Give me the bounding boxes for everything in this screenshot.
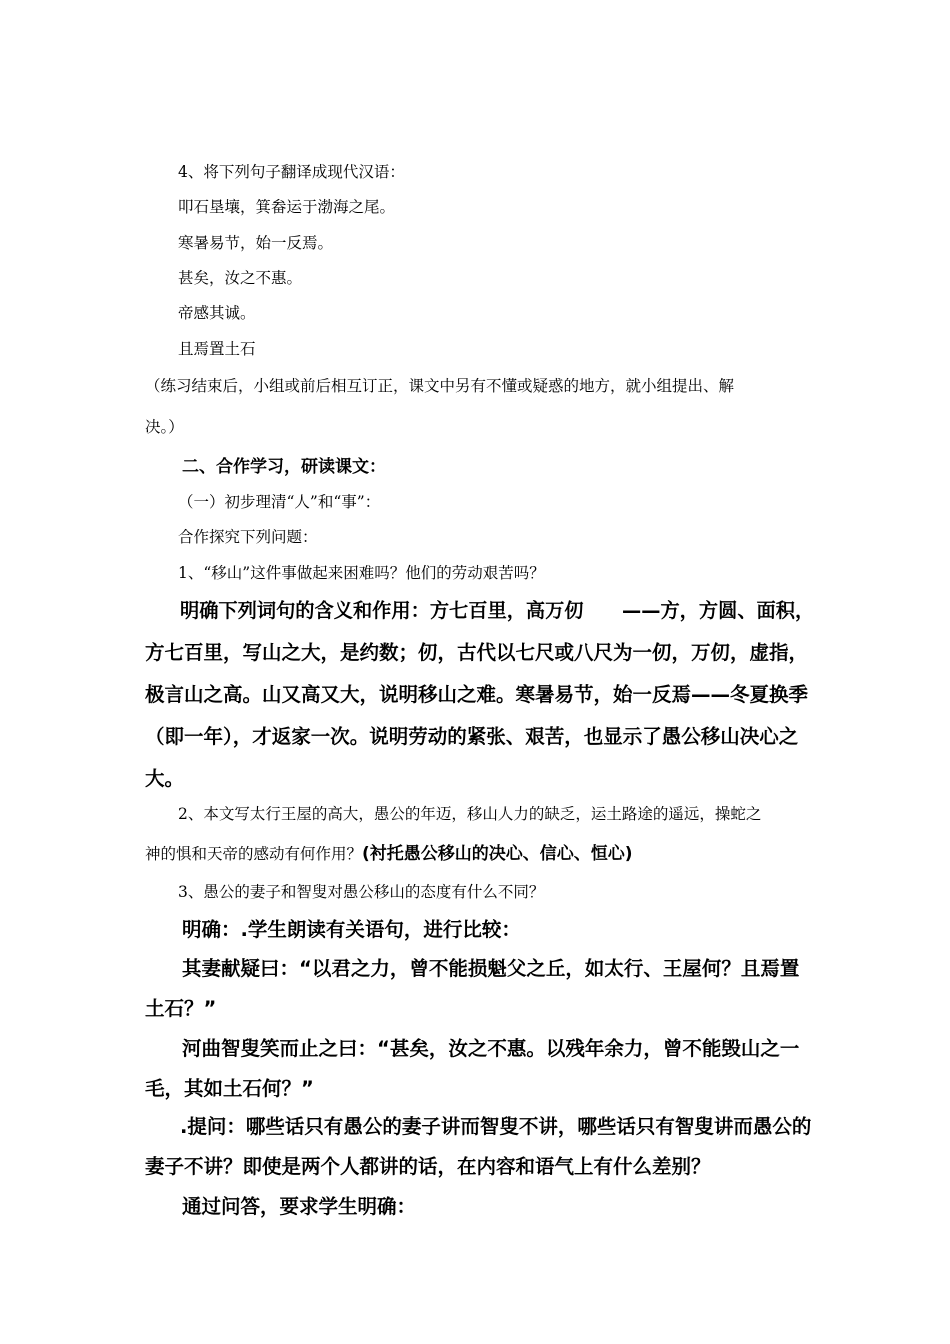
explore-prompt: 合作探究下列问题： bbox=[178, 528, 318, 546]
question-2-line-2 bbox=[145, 846, 633, 863]
answer-1-line-2: 方七百里，写山之大，是约数；仞，古代以七尺或八尺为一仞，万仞，虚指， bbox=[145, 641, 809, 664]
question-1: 1、“移山”这件事做起来困难吗？他们的劳动艰苦吗？ bbox=[178, 564, 545, 582]
q4-sentence-4: 帝感其诚。 bbox=[178, 304, 256, 322]
zhisou-quote-line-1: 河曲智叟笑而止之曰：“甚矣，汝之不惠。以残年余力，曾不能毁山之一 bbox=[182, 1037, 800, 1060]
q4-title: 4、将下列句子翻译成现代汉语： bbox=[178, 163, 405, 181]
subsection-1-heading: （一）初步理清“人”和“事”： bbox=[178, 493, 381, 511]
practice-note-line-2: 决。） bbox=[145, 418, 184, 436]
answer-1-line-1: 明确下列词句的含义和作用：方七百里，高万仞 ——方，方圆、面积， bbox=[180, 599, 815, 622]
q4-sentence-3: 甚矣，汝之不惠。 bbox=[178, 269, 303, 287]
q4-sentence-5: 且焉置土石 bbox=[178, 340, 256, 358]
question-2-line-1: 2、本文写太行王屋的高大，愚公的年迈，移山人力的缺乏，运土路途的遥远，操蛇之 bbox=[178, 805, 762, 823]
conclusion-intro: 通过问答，要求学生明确： bbox=[182, 1195, 417, 1218]
answer-3-intro: 明确：.学生朗读有关语句，进行比较： bbox=[182, 918, 521, 941]
answer-1-line-5: 大。 bbox=[145, 767, 185, 790]
wife-quote-line-1: 其妻献疑曰：“以君之力，曾不能损魁父之丘，如太行、王屋何？且焉置 bbox=[182, 957, 800, 980]
answer-1-line-3: 极言山之高。山又高又大，说明移山之难。寒暑易节，始一反焉——冬夏换季 bbox=[145, 683, 809, 706]
zhisou-quote-line-2: 毛，其如土石何？” bbox=[145, 1077, 314, 1100]
q4-sentence-2: 寒暑易节，始一反焉。 bbox=[178, 234, 334, 252]
question-2-answer: (衬托愚公移山的决心、信心、恒心) bbox=[362, 844, 633, 864]
answer-1-line-4: （即一年），才返家一次。说明劳动的紧张、艰苦，也显示了愚公移山决心之 bbox=[145, 725, 799, 748]
question-2-text: 神的惧和天帝的感动有何作用？ bbox=[145, 845, 363, 863]
discussion-question-line-2: 妻子不讲？即使是两个人都讲的话，在内容和语气上有什么差别？ bbox=[145, 1155, 711, 1178]
section-2-heading: 二、合作学习，研读课文： bbox=[182, 457, 386, 477]
discussion-question-line-1: .提问：哪些话只有愚公的妻子讲而智叟不讲，哪些话只有智叟讲而愚公的 bbox=[180, 1115, 812, 1138]
q4-sentence-1: 叩石垦壤，箕畚运于渤海之尾。 bbox=[178, 198, 396, 216]
practice-note-line-1: （练习结束后，小组或前后相互订正，课文中另有不懂或疑惑的地方，就小组提出、解 bbox=[145, 377, 735, 395]
wife-quote-line-2: 土石？” bbox=[145, 997, 217, 1020]
question-3: 3、愚公的妻子和智叟对愚公移山的态度有什么不同？ bbox=[178, 883, 545, 901]
